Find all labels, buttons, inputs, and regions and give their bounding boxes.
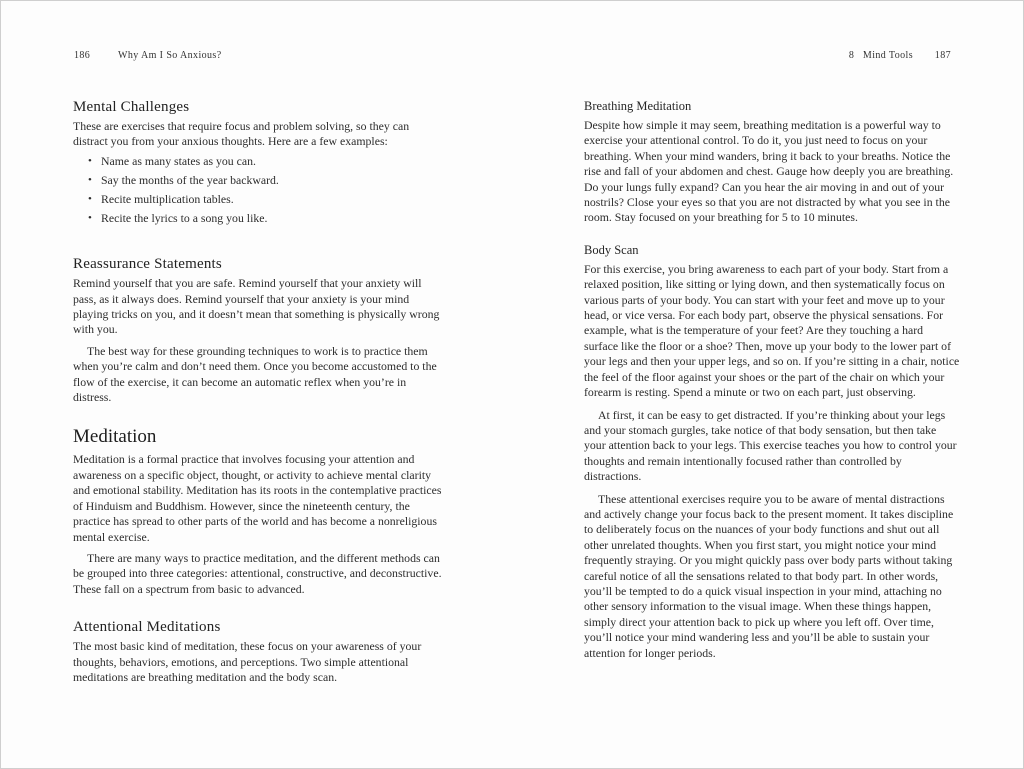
- left-column: [73, 96, 445, 685]
- running-title: Why Am I So Anxious?: [118, 50, 222, 61]
- attentional-paragraph-1: The most basic kind of meditation, these focus on your awareness of your thoughts, behaviors, emotions, and perceptions. Two simple attentional meditations are breathing meditation and the body scan.: [73, 639, 422, 684]
- heading-body-scan: Body Scan: [584, 242, 639, 257]
- bullet-icon: •: [88, 192, 92, 205]
- meditation-paragraph-2: There are many ways to practice meditation, and the different methods can be grouped into three categories: attentional, constructive, and deconstructive. These fall on a spectrum from basic to advanced.: [73, 550, 442, 596]
- bullet-icon: •: [88, 173, 92, 186]
- right-page-number: 187: [934, 50, 951, 61]
- bullet-icon: •: [88, 211, 92, 224]
- right-column: [584, 96, 960, 661]
- list-item: [73, 154, 445, 169]
- heading-meditation: Meditation: [73, 426, 157, 448]
- body-scan-paragraph-1: For this exercise, you bring awareness to each part of your body. Start from a relaxed position, like sitting or lying down, and then systematically focus on various parts of your body. You can start with your feet and move up to your head, or vice versa. For each body part, observe the physical sensations. For example, what is the temperature of your feet? Are they touching a hard surface like the floor or a shoe? Then, move up your body to the lower part of your legs and then your upper legs, and so on. If you’re sitting in a chair, notice the feel of the floor against your shoes or the part of the chair on which your forearm is resting. Spend a minute or two on each part, just observing.: [584, 261, 960, 400]
- left-running-head: [74, 50, 222, 61]
- examples-list: [73, 154, 445, 226]
- right-page: [512, 1, 1023, 768]
- list-item-text: Name as many states as you can.: [101, 153, 256, 168]
- heading-attentional-meditations: Attentional Meditations: [73, 619, 221, 636]
- chapter-label: 8 Mind Tools: [848, 50, 913, 61]
- list-item-text: Recite multiplication tables.: [101, 191, 234, 206]
- meditation-paragraph-1: Meditation is a formal practice that involves focusing your attention and awareness on a specific object, thought, or activity to achieve mental clarity and emotional stability. Meditation has its roots in the contemplative practices of Hinduism and Buddhism. However, since the nineteenth century, the practice has spread to other parts of the world and has become a nonreligious mental exercise.: [73, 452, 442, 544]
- list-item: [73, 192, 445, 207]
- body-scan-paragraph-2: At first, it can be easy to get distracted. If you’re thinking about your legs and your stomach gurgles, take notice of that body sensation, but then take your attention back to your legs. This exercise teaches you how to control your thoughts and remain intentionally focused rather than controlled by distractions.: [584, 407, 957, 484]
- list-item: [73, 211, 445, 226]
- bullet-icon: •: [88, 154, 92, 167]
- reassurance-paragraph-2: The best way for these grounding techniques to work is to practice them when you’re calm and don’t need them. Once you become accustomed to the flow of the exercise, it can become an automatic reflex when you’re in distress.: [73, 343, 437, 405]
- right-running-head: [849, 50, 951, 61]
- mental-challenges-intro: These are exercises that require focus and problem solving, so they can distract you from your anxious thoughts. Here are a few examples:: [73, 119, 410, 149]
- left-page-number: 186: [74, 50, 91, 61]
- body-scan-paragraph-3: These attentional exercises require you to be aware of mental distractions and actively change your focus back to the present moment. It takes discipline to deliberately focus on the nuances of your body functions and shut out all other unrelated thoughts. When you first start, you might notice your mind frequently straying. Or you might quickly pass over body parts without taking careful notice of all the sensations related to that body part. In other words, you’ll be tempted to do a quick visual inspection in your mind, attaching no other sensory information to the visual image. When these things happen, simply direct your attention back to pick up where you left off. Over time, you’ll notice your mind wandering less and you’ll be able to sustain your attention for longer periods.: [584, 491, 954, 660]
- list-item: [73, 173, 445, 188]
- breathing-paragraph-1: Despite how simple it may seem, breathing meditation is a powerful way to exercise your attentional control. To do it, you just need to focus on your breathing. When your mind wanders, bring it back to your breaths. Notice the rise and fall of your abdomen and chest. Gauge how deeply you are breathing. Do your lungs fully expand? Can you hear the air moving in and out of your nostrils? Close your eyes so that you are not distracted by what you see in the room. Stay focused on your breathing for 5 to 10 minutes.: [584, 118, 954, 225]
- left-page: [1, 1, 512, 768]
- list-item-text: Recite the lyrics to a song you like.: [101, 210, 268, 225]
- list-item-text: Say the months of the year backward.: [101, 172, 279, 187]
- heading-reassurance-statements: Reassurance Statements: [73, 256, 222, 273]
- heading-mental-challenges: Mental Challenges: [73, 99, 190, 115]
- reassurance-paragraph-1: Remind yourself that you are safe. Remind yourself that your anxiety will pass, as it always does. Remind yourself that your anxiety is your mind playing tricks on you, and it doesn’t mean that something is physically wrong with you.: [73, 276, 440, 337]
- heading-breathing-meditation: Breathing Meditation: [584, 99, 692, 113]
